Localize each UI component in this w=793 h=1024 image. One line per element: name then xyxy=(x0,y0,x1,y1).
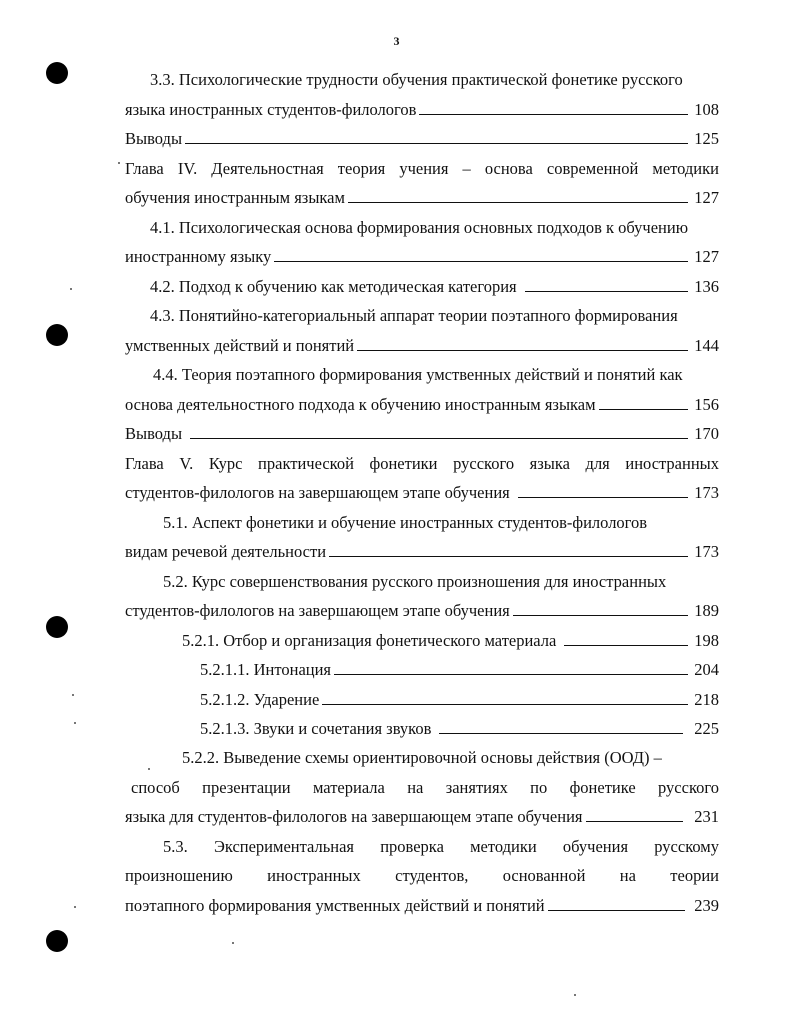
toc-entry-page: 125 xyxy=(694,129,719,148)
toc-entry xyxy=(182,626,719,655)
leader-line xyxy=(322,690,688,705)
toc-entry-title: умственных действий и понятий xyxy=(125,336,355,355)
toc-entry xyxy=(125,419,719,448)
toc-entry xyxy=(125,124,719,153)
toc-line: 5.2.2. Выведение схемы ориентировочной основы действия (ООД) – xyxy=(182,748,662,767)
toc-entry-page: 127 xyxy=(694,188,719,207)
toc-entry-page: 225 xyxy=(694,719,719,738)
toc-entry-page: 173 xyxy=(694,542,719,561)
leader-line xyxy=(513,601,688,616)
toc-entry-title: поэтапного формирования умственных действий и понятий xyxy=(125,896,545,915)
punch-hole xyxy=(46,324,68,346)
page-number: 3 xyxy=(393,34,400,48)
toc-entry-page: 239 xyxy=(694,896,719,915)
toc-entry xyxy=(125,596,719,625)
punch-hole xyxy=(46,616,68,638)
toc-entry-page: 144 xyxy=(694,336,719,355)
punch-hole xyxy=(46,930,68,952)
toc-line: 3.3. Психологические трудности обучения практической фонетике русского xyxy=(150,70,683,89)
toc-entry-page: 218 xyxy=(694,690,719,709)
leader-line xyxy=(564,631,688,646)
leader-line xyxy=(329,542,688,557)
toc-entry-title: Выводы xyxy=(125,424,183,443)
toc-entry xyxy=(200,685,719,714)
toc-entry-title: иностранному языку xyxy=(125,247,272,266)
toc-entry-title: 5.2.1.3. Звуки и сочетания звуков xyxy=(200,719,432,738)
toc-line: произношению иностранных студентов, основанной на теории xyxy=(125,866,719,885)
toc-entry-title: языка для студентов-филологов на завершающем этапе обучения xyxy=(125,807,583,826)
toc-entry-title: студентов-филологов на завершающем этапе обучения xyxy=(125,601,510,620)
toc-entry-title: студентов-филологов на завершающем этапе обучения xyxy=(125,483,510,502)
toc-entry-title: 5.2.1.2. Ударение xyxy=(200,690,320,709)
toc-entry-page: 156 xyxy=(694,395,719,414)
toc-entry-title: видам речевой деятельности xyxy=(125,542,327,561)
leader-line xyxy=(586,807,683,822)
toc-entry-page: 198 xyxy=(694,631,719,650)
toc-entry-title: основа деятельностного подхода к обучению иностранным языкам xyxy=(125,395,596,414)
toc-entry-page: 108 xyxy=(694,100,719,119)
toc-entry-title: Выводы xyxy=(125,129,183,148)
toc-entry xyxy=(200,714,719,743)
toc-line: Глава V. Курс практической фонетики русского языка для иностранных xyxy=(125,454,719,473)
toc-entry-page: 127 xyxy=(694,247,719,266)
toc-entry-title: 4.2. Подход к обучению как методическая категория xyxy=(150,277,517,296)
toc-entry-title: обучения иностранным языкам xyxy=(125,188,345,207)
toc-line: 4.1. Психологическая основа формирования основных подходов к обучению xyxy=(150,218,689,237)
toc-line: 4.4. Теория поэтапного формирования умственных действий и понятий как xyxy=(153,365,683,384)
leader-line xyxy=(548,896,685,911)
toc-entry-page: 136 xyxy=(694,277,719,296)
leader-line xyxy=(348,188,688,203)
toc-entry-title: 5.2.1.1. Интонация xyxy=(200,660,332,679)
leader-line xyxy=(518,483,688,498)
toc-line: способ презентации материала на занятиях по фонетике русского xyxy=(131,778,719,797)
toc-entry xyxy=(125,478,719,507)
leader-line xyxy=(525,277,688,292)
toc-entry xyxy=(200,655,719,684)
leader-line xyxy=(357,336,688,351)
toc-entry xyxy=(125,183,719,212)
toc-line: 5.1. Аспект фонетики и обучение иностранных студентов-филологов xyxy=(163,513,648,532)
leader-line xyxy=(185,129,688,144)
toc-entry-page: 173 xyxy=(694,483,719,502)
toc-entry-page: 189 xyxy=(694,601,719,620)
leader-line xyxy=(599,395,688,410)
toc-line: 4.3. Понятийно-категориальный аппарат теории поэтапного формирования xyxy=(150,306,678,325)
toc-entry xyxy=(125,331,719,360)
toc-line: 5.3. Экспериментальная проверка методики обучения русскому xyxy=(163,837,719,856)
toc-entry-page: 231 xyxy=(694,807,719,826)
leader-line xyxy=(274,247,688,262)
toc-line: Глава IV. Деятельностная теория учения – основа современной методики xyxy=(125,159,719,178)
leader-line xyxy=(190,424,688,439)
leader-line xyxy=(419,100,688,115)
leader-line xyxy=(439,719,683,734)
toc-entry xyxy=(125,390,719,419)
toc-entry xyxy=(125,802,719,831)
toc-entry-page: 170 xyxy=(694,424,719,443)
toc-entry-title: 5.2.1. Отбор и организация фонетического материала xyxy=(182,631,557,650)
toc-entry xyxy=(150,272,719,301)
toc-entry xyxy=(125,537,719,566)
toc-entry xyxy=(125,891,719,920)
toc-entry xyxy=(125,95,719,124)
toc-entry-title: языка иностранных студентов-филологов xyxy=(125,100,417,119)
punch-hole xyxy=(46,62,68,84)
toc-entry-page: 204 xyxy=(694,660,719,679)
leader-line xyxy=(334,660,688,675)
toc-entry xyxy=(125,242,719,271)
toc-line: 5.2. Курс совершенствования русского произношения для иностранных xyxy=(163,572,667,591)
